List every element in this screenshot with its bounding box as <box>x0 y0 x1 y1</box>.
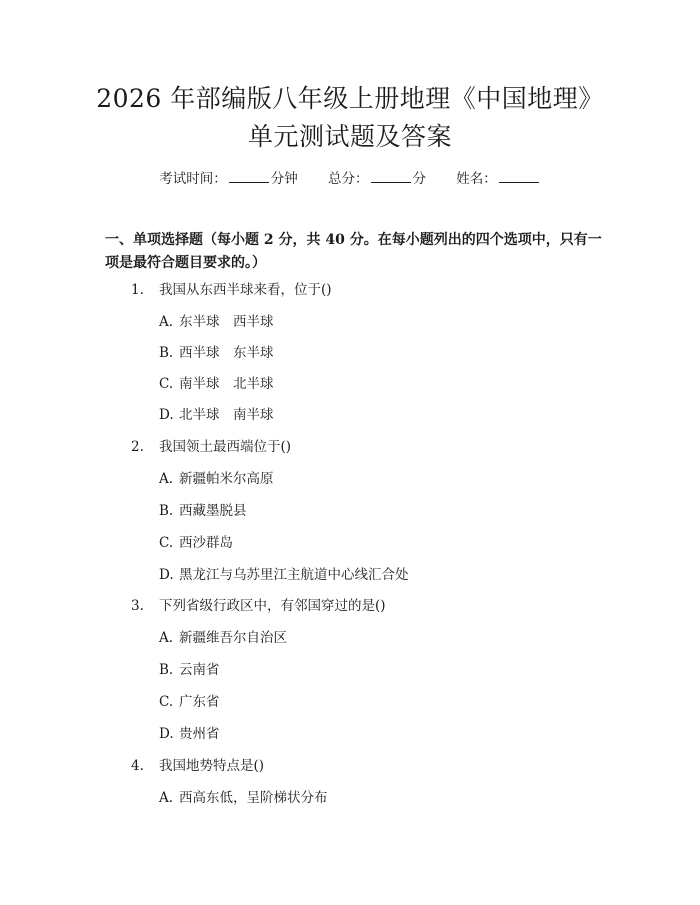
option-letter: B. <box>159 662 174 678</box>
question-number: 4. <box>131 758 144 774</box>
question-number: 1. <box>131 282 144 298</box>
option-letter: C. <box>159 694 174 710</box>
option-letter: D. <box>159 407 174 423</box>
total-score-label: 总分： <box>328 171 369 187</box>
option-text: 西高东低，呈阶梯状分布 <box>179 790 328 806</box>
exam-info-row <box>0 170 700 187</box>
question-text: 下列省级行政区中，有邻国穿过的是() <box>159 598 386 614</box>
option-text: 新疆维吾尔自治区 <box>179 630 287 646</box>
option-text: 南半球 北半球 <box>179 376 274 392</box>
option-text: 北半球 南半球 <box>179 407 274 423</box>
question-2-option-a <box>159 473 589 489</box>
total-score-field <box>328 170 426 187</box>
option-letter: D. <box>159 726 174 742</box>
question-1-option-d <box>159 409 589 425</box>
option-text: 东半球 西半球 <box>179 314 274 330</box>
option-letter: A. <box>159 471 174 487</box>
question-3-option-c <box>159 696 589 712</box>
exam-time-unit: 分钟 <box>270 171 298 187</box>
option-text: 西沙群岛 <box>179 535 233 551</box>
exam-time-field <box>159 170 298 187</box>
question-2-option-d <box>159 569 589 585</box>
option-letter: D. <box>159 567 174 583</box>
question-2 <box>131 441 591 457</box>
question-number: 3. <box>131 598 144 614</box>
total-score-blank <box>371 170 411 183</box>
page-title: 2026 年部编版八年级上册地理《中国地理》 <box>96 84 604 113</box>
question-3-option-b <box>159 664 589 680</box>
student-name-label: 姓名： <box>456 171 497 187</box>
question-3-option-a <box>159 632 589 648</box>
total-score-unit: 分 <box>412 171 426 187</box>
question-3-option-d <box>159 728 589 744</box>
question-1 <box>131 284 591 300</box>
question-1-option-b <box>159 347 589 363</box>
question-text: 我国领土最西端位于() <box>159 439 292 455</box>
option-letter: C. <box>159 535 174 551</box>
option-letter: C. <box>159 376 174 392</box>
option-text: 新疆帕米尔高原 <box>179 471 274 487</box>
exam-time-label: 考试时间： <box>159 171 227 187</box>
student-name-field <box>456 170 541 187</box>
question-3 <box>131 600 591 616</box>
option-letter: A. <box>159 790 174 806</box>
question-2-option-c <box>159 537 589 553</box>
option-letter: B. <box>159 345 174 361</box>
question-4-option-a <box>159 792 589 808</box>
option-text: 云南省 <box>179 662 220 678</box>
option-text: 广东省 <box>179 694 220 710</box>
page-subtitle: 单元测试题及答案 <box>247 122 452 151</box>
question-text: 我国从东西半球来看，位于() <box>159 282 332 298</box>
option-text: 贵州省 <box>179 726 220 742</box>
question-text: 我国地势特点是() <box>159 758 265 774</box>
option-letter: A. <box>159 630 174 646</box>
exam-time-blank <box>229 170 269 183</box>
option-text: 黑龙江与乌苏里江主航道中心线汇合处 <box>179 567 409 583</box>
option-letter: B. <box>159 503 174 519</box>
option-letter: A. <box>159 314 174 330</box>
option-text: 西藏墨脱县 <box>179 503 247 519</box>
question-2-option-b <box>159 505 589 521</box>
student-name-blank <box>499 170 539 183</box>
option-text: 西半球 东半球 <box>179 345 274 361</box>
section-heading: 一、单项选择题（每小题 2 分，共 40 分。在每小题列出的四个选项中，只有一项是最符合题目要求的。） <box>105 232 602 271</box>
question-4 <box>131 760 591 776</box>
question-number: 2. <box>131 439 144 455</box>
question-1-option-c <box>159 378 589 394</box>
question-1-option-a <box>159 316 589 332</box>
